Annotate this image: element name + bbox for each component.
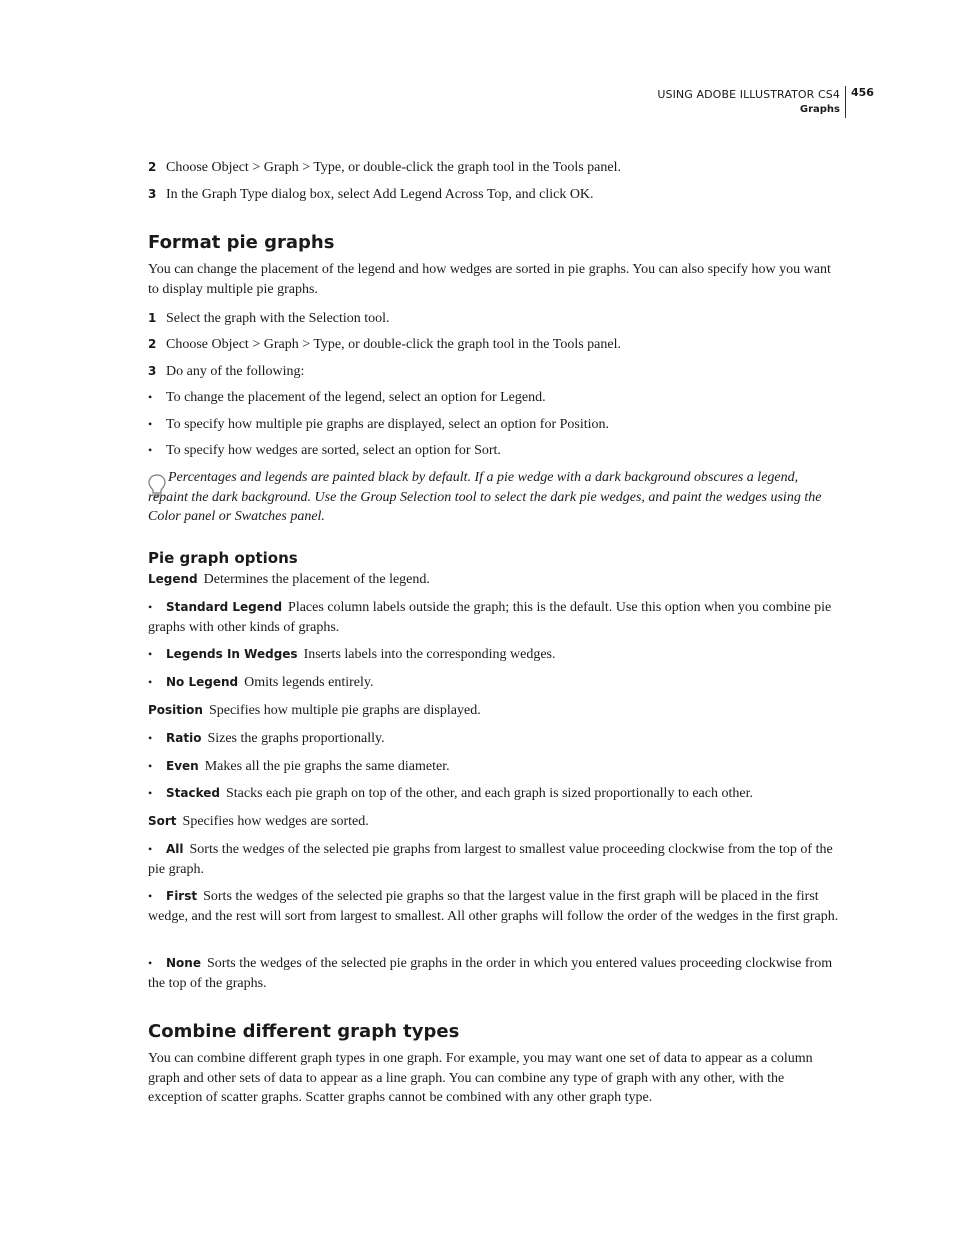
option-legend bbox=[148, 570, 840, 590]
list-item-text: To specify how wedges are sorted, select an option for Sort. bbox=[166, 443, 501, 458]
list-item bbox=[148, 954, 840, 993]
step-number: 3 bbox=[148, 364, 157, 378]
list-item bbox=[148, 673, 840, 693]
option-desc: Sorts the wedges of the selected pie graphs in the order in which you entered values proceeding clockwise from the top of the graphs. bbox=[148, 956, 833, 991]
list-item bbox=[148, 840, 840, 879]
option-desc: Sorts the wedges of the selected pie graphs so that the largest value in the first graph will be placed in the first wedge, and the rest will sort from largest to smallest. All other graphs will follow the order of the wedges in the first graph. bbox=[148, 889, 839, 924]
running-header-title: USING ADOBE ILLUSTRATOR CS4 bbox=[657, 88, 840, 101]
section-intro: You can change the placement of the legend and how wedges are sorted in pie graphs. You can also specify how you want to display multiple pie graphs. bbox=[148, 262, 831, 297]
list-item bbox=[148, 598, 840, 637]
bullet-icon: • bbox=[148, 675, 153, 689]
step-number: 2 bbox=[148, 337, 157, 351]
list-item bbox=[148, 887, 840, 926]
option-term: None bbox=[166, 956, 201, 970]
option-desc: Determines the placement of the legend. bbox=[203, 572, 430, 587]
bullet-icon: • bbox=[148, 786, 153, 800]
bullet-icon: • bbox=[148, 759, 153, 773]
step-text: In the Graph Type dialog box, select Add Legend Across Top, and click OK. bbox=[166, 187, 594, 202]
bullet-icon: • bbox=[148, 647, 153, 661]
bullet-icon: • bbox=[148, 842, 153, 856]
list-item bbox=[148, 388, 838, 408]
option-position bbox=[148, 701, 840, 721]
bullet-icon: • bbox=[148, 731, 153, 745]
section-heading-format-pie-graphs: Format pie graphs bbox=[148, 232, 335, 253]
option-term: Legends In Wedges bbox=[166, 647, 298, 661]
step-text: Select the graph with the Selection tool. bbox=[166, 311, 390, 326]
subsection-heading-pie-graph-options: Pie graph options bbox=[148, 549, 298, 567]
page-number: 456 bbox=[851, 86, 874, 99]
step-item bbox=[148, 185, 838, 205]
bullet-icon: • bbox=[148, 600, 153, 614]
option-term: Position bbox=[148, 703, 203, 717]
list-item-text: To change the placement of the legend, select an option for Legend. bbox=[166, 390, 546, 405]
option-term: No Legend bbox=[166, 675, 239, 689]
list-item-text: To specify how multiple pie graphs are displayed, select an option for Position. bbox=[166, 417, 610, 432]
section-body: You can combine different graph types in one graph. For example, you may want one set of data to appear as a column graph and other sets of data to appear as a line graph. You can combine any type of graph with any other, with the exception of scatter graphs. Scatter graphs cannot be combined with any other graph type. bbox=[148, 1051, 813, 1106]
tip-text: Percentages and legends are painted black by default. If a pie wedge with a dark background obscures a legend, repaint the dark background. Use the Group Selection tool to select the dark pie wedges, and paint the wedges using the Color panel or Swatches panel. bbox=[148, 470, 822, 525]
option-term: Stacked bbox=[166, 786, 220, 800]
option-term: Even bbox=[166, 759, 199, 773]
step-text: Choose Object > Graph > Type, or double-click the graph tool in the Tools panel. bbox=[166, 337, 621, 352]
option-desc: Specifies how wedges are sorted. bbox=[182, 814, 369, 829]
list-item bbox=[148, 729, 840, 749]
option-desc: Stacks each pie graph on top of the other, and each graph is sized proportionally to each other. bbox=[225, 786, 753, 801]
bullet-icon: • bbox=[148, 956, 153, 970]
option-desc: Omits legends entirely. bbox=[244, 675, 374, 690]
step-text: Do any of the following: bbox=[166, 364, 305, 379]
list-item bbox=[148, 645, 840, 665]
option-term: Standard Legend bbox=[166, 600, 283, 614]
option-term: All bbox=[166, 842, 184, 856]
header-divider bbox=[845, 86, 846, 118]
option-desc: Sorts the wedges of the selected pie graphs from largest to smallest value proceeding clockwise from the top of the pie graph. bbox=[148, 842, 833, 877]
option-desc: Makes all the pie graphs the same diameter. bbox=[204, 759, 450, 774]
step-item bbox=[148, 362, 838, 382]
list-item bbox=[148, 415, 838, 435]
step-item bbox=[148, 335, 838, 355]
option-desc: Specifies how multiple pie graphs are displayed. bbox=[208, 703, 481, 718]
option-term: Legend bbox=[148, 572, 198, 586]
option-desc: Sizes the graphs proportionally. bbox=[207, 731, 385, 746]
bullet-icon: • bbox=[148, 443, 153, 457]
bullet-icon: • bbox=[148, 889, 153, 903]
bullet-icon: • bbox=[148, 390, 153, 404]
list-item bbox=[148, 757, 840, 777]
option-desc: Places column labels outside the graph; this is the default. Use this option when you combine pie graphs with other kinds of graphs. bbox=[148, 600, 832, 635]
option-sort bbox=[148, 812, 840, 832]
option-term: First bbox=[166, 889, 198, 903]
step-item bbox=[148, 158, 838, 178]
step-text: Choose Object > Graph > Type, or double-click the graph tool in the Tools panel. bbox=[166, 160, 621, 175]
option-term: Sort bbox=[148, 814, 177, 828]
step-number: 3 bbox=[148, 187, 157, 201]
option-desc: Inserts labels into the corresponding wedges. bbox=[303, 647, 556, 662]
list-item bbox=[148, 784, 840, 804]
bullet-icon: • bbox=[148, 417, 153, 431]
step-number: 2 bbox=[148, 160, 157, 174]
list-item bbox=[148, 441, 838, 461]
step-number: 1 bbox=[148, 311, 157, 325]
step-item bbox=[148, 309, 838, 329]
running-header-section: Graphs bbox=[799, 104, 840, 115]
section-heading-combine-graph-types: Combine different graph types bbox=[148, 1021, 460, 1042]
option-term: Ratio bbox=[166, 731, 202, 745]
